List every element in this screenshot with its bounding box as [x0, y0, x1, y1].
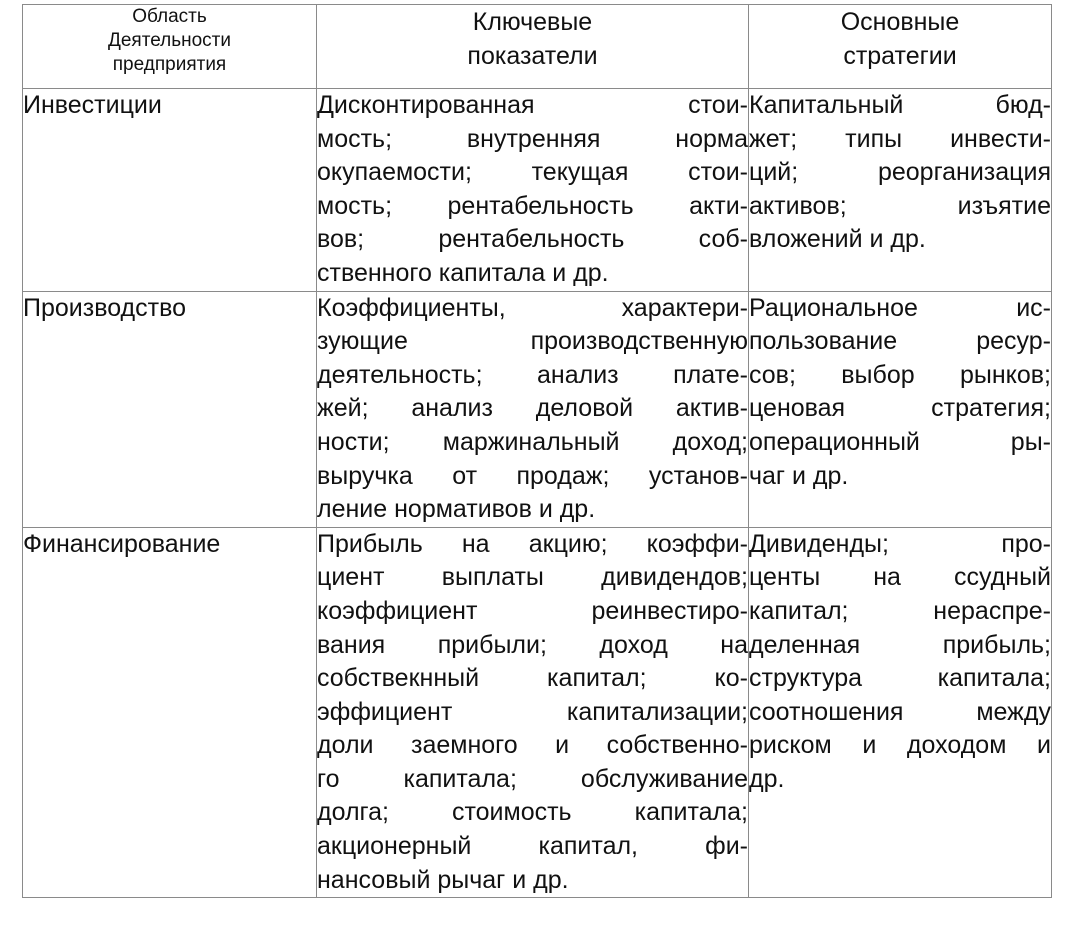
header-strategies-line: Основные — [840, 8, 960, 36]
indicators-line: ление нормативов и др. — [317, 495, 596, 524]
indicators-line: Дисконтированная стои- — [317, 91, 748, 119]
indicators-line: мость; внутренняя норма — [317, 124, 748, 153]
table-row — [23, 89, 1052, 292]
strategies-line: операционный ры- — [749, 427, 1051, 456]
indicators-line: нансовый рычаг и др. — [317, 865, 569, 894]
indicators-line: зующие производственную — [317, 327, 748, 356]
indicators-line: мость; рентабельность акти- — [317, 191, 748, 220]
indicators-line: эффициент капитализации; — [317, 697, 748, 726]
indicators-line: Коэффициенты, характери- — [317, 293, 748, 322]
header-indicators-line: Ключевые — [472, 8, 593, 36]
strategies-line: риском и доходом и — [749, 731, 1051, 760]
indicators-line: го капитала; обслуживание — [317, 764, 748, 793]
header-area-line: Деятельности — [107, 30, 231, 51]
indicators-line: ственного капитала и др. — [317, 258, 609, 287]
header-indicators-line: показатели — [467, 42, 598, 70]
strategies-line: структура капитала; — [749, 664, 1051, 693]
strategy-table — [22, 4, 1052, 898]
indicators-line: вов; рентабельность соб- — [317, 225, 748, 254]
indicators-line: долга; стоимость капитала; — [317, 798, 748, 827]
indicators-line: жей; анализ деловой актив- — [317, 394, 748, 423]
area-cell: Производство — [23, 291, 317, 527]
strategies-line: чаг и др. — [749, 461, 849, 490]
header-indicators — [317, 5, 749, 89]
strategies-line: Дивиденды; про- — [749, 529, 1051, 558]
strategies-line: жет; типы инвести- — [749, 124, 1051, 153]
table-row — [23, 527, 1052, 898]
indicators-cell — [317, 89, 749, 292]
header-area-line: Область — [132, 6, 207, 27]
strategies-line: центы на ссудный — [749, 563, 1051, 592]
indicators-line: окупаемости; текущая стои- — [317, 158, 748, 187]
strategies-line: соотношения между — [749, 697, 1051, 726]
header-row — [23, 5, 1052, 89]
area-cell: Инвестиции — [23, 89, 317, 292]
indicators-line: Прибыль на акцию; коэффи- — [317, 529, 748, 558]
header-area-line: предприятия — [112, 54, 227, 75]
strategies-line: деленная прибыль; — [749, 630, 1051, 659]
strategies-cell — [749, 291, 1052, 527]
indicators-line: акционерный капитал, фи- — [317, 832, 748, 861]
indicators-line: выручка от продаж; установ- — [317, 461, 748, 490]
strategies-line: др. — [749, 764, 785, 793]
indicators-line: собствекнный капитал; ко- — [317, 664, 748, 693]
indicators-cell — [317, 291, 749, 527]
strategies-cell — [749, 527, 1052, 898]
indicators-line: ности; маржинальный доход; — [317, 427, 748, 456]
strategies-line: сов; выбор рынков; — [749, 360, 1051, 389]
header-area — [23, 5, 317, 89]
indicators-cell — [317, 527, 749, 898]
header-strategies — [749, 5, 1052, 89]
strategies-line: Капитальный бюд- — [749, 91, 1051, 119]
area-cell: Финансирование — [23, 527, 317, 898]
strategies-line: пользование ресур- — [749, 327, 1051, 356]
strategies-line: Рациональное ис- — [749, 293, 1051, 322]
strategies-line: ций; реорганизация — [749, 158, 1051, 187]
strategies-line: ценовая стратегия; — [749, 394, 1051, 423]
strategies-cell — [749, 89, 1052, 292]
strategies-line: активов; изъятие — [749, 191, 1051, 220]
strategies-line: капитал; нераспре- — [749, 596, 1051, 625]
strategies-line: вложений и др. — [749, 225, 926, 254]
indicators-line: деятельность; анализ плате- — [317, 360, 748, 389]
header-strategies-line: стратегии — [843, 42, 957, 70]
indicators-line: коэффициент реинвестиро- — [317, 596, 748, 625]
indicators-line: циент выплаты дивидендов; — [317, 563, 748, 592]
indicators-line: доли заемного и собственно- — [317, 731, 748, 760]
table-row — [23, 291, 1052, 527]
indicators-line: вания прибыли; доход на — [317, 630, 748, 659]
